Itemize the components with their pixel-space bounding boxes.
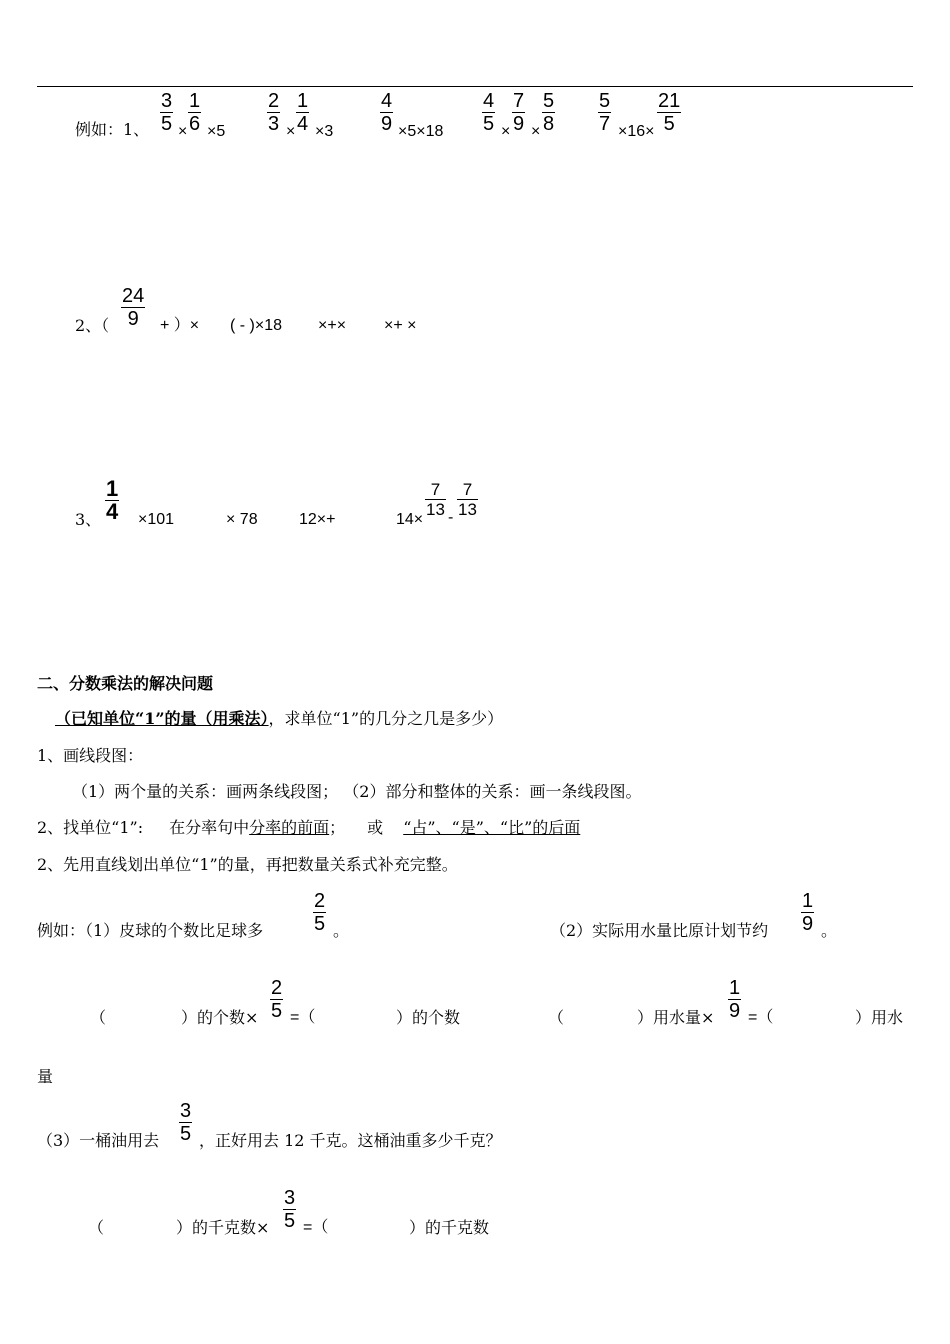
fraction: $\frac{1}{4}$ [106, 476, 119, 524]
subheading-rest: ，求单位“1”的几分之几是多少） [268, 709, 504, 728]
item-2-mid: 在分率句中 [169, 818, 250, 837]
equals: =（ [303, 1219, 329, 1236]
fraction: $\frac{7}{9}$ [513, 90, 525, 135]
operator: + ）× [160, 317, 200, 334]
fraction: $\frac{2}{5}$ [314, 890, 326, 935]
operator: × [286, 123, 296, 140]
fraction: $\frac{1}{9}$ [802, 890, 814, 935]
fraction: $\frac{3}{5}$ [284, 1187, 296, 1232]
item-1: 1、画线段图： [37, 746, 144, 765]
fraction: $\frac{7}{13}$ [458, 480, 477, 519]
item-1-detail: （1）两个量的关系：画两条线段图； （2）部分和整体的关系：画一条线段图。 [72, 782, 642, 801]
operator: 14× [396, 511, 424, 528]
operator: - [448, 509, 454, 526]
blank-open: （ [548, 1008, 565, 1027]
fraction: $\frac{24}{9}$ [122, 285, 145, 330]
example-2: （2）实际用水量比原计划节约 [550, 921, 769, 940]
blank-open: （ [88, 1218, 105, 1237]
equation-1-end: ）的个数 [396, 1008, 461, 1027]
blank-open: （ [90, 1008, 107, 1027]
row1-label: 例如：1、 [75, 120, 150, 139]
row3-label: 3、 [75, 510, 102, 529]
equation-2-mid: ）用水量× [637, 1008, 715, 1027]
item-2-underline-1: 分率的前面 [249, 818, 330, 837]
item-2-underline-2: “占”、“是”、“比”的后面 [403, 818, 581, 837]
period: 。 [333, 921, 350, 940]
equation-3-mid: ）的千克数× [176, 1218, 270, 1237]
operator: × [531, 123, 541, 140]
operator: ×5 [207, 123, 226, 140]
equals: =（ [748, 1009, 774, 1026]
section-heading: 二、分数乘法的解决问题 [37, 674, 214, 693]
example-3-prefix: （3）一桶油用去 [37, 1131, 160, 1150]
fraction: $\frac{1}{9}$ [729, 977, 741, 1022]
equals: =（ [290, 1009, 316, 1026]
operator: ×16× [618, 123, 655, 140]
fraction: $\frac{3}{5}$ [180, 1100, 192, 1145]
row2-label: 2、（ [75, 316, 110, 335]
top-rule [37, 86, 913, 87]
equation-2-end: ）用水 [855, 1008, 904, 1027]
period: 。 [821, 921, 838, 940]
item-2-prefix: 2、找单位“1”: [37, 818, 144, 837]
fraction: $\frac{4}{9}$ [381, 90, 393, 135]
equation-1-mid: ）的个数× [181, 1008, 259, 1027]
operator: ×3 [315, 123, 334, 140]
fraction: $\frac{3}{5}$ [161, 90, 173, 135]
fraction: $\frac{21}{5}$ [658, 90, 681, 135]
operator: × [178, 123, 188, 140]
fraction: $\frac{7}{13}$ [426, 480, 445, 519]
operator: ×+× [318, 317, 347, 334]
fraction: $\frac{4}{5}$ [483, 90, 495, 135]
fraction: $\frac{1}{4}$ [297, 90, 309, 135]
equation-2-wrap: 量 [37, 1067, 54, 1086]
fraction: $\frac{1}{6}$ [189, 90, 201, 135]
equation-3-end: ）的千克数 [409, 1218, 490, 1237]
item-2 [37, 818, 580, 838]
item-3: 2、先用直线划出单位“1”的量，再把数量关系式补充完整。 [37, 855, 458, 874]
example-1: 例如：（1）皮球的个数比足球多 [37, 921, 264, 940]
item-2-sep: ； [329, 818, 346, 837]
example-3-rest: ，正好用去 12 千克。这桶油重多少千克？ [199, 1131, 502, 1150]
item-2-or: 或 [367, 818, 384, 837]
operator: × 78 [226, 511, 258, 528]
subheading [55, 709, 503, 729]
fraction: $\frac{2}{5}$ [271, 977, 283, 1022]
operator: ×5×18 [398, 123, 444, 140]
fraction: $\frac{2}{3}$ [268, 90, 280, 135]
fraction: $\frac{5}{7}$ [599, 90, 611, 135]
subheading-bold: （已知单位“1”的量（用乘法） [55, 709, 269, 728]
operator: 12×+ [299, 511, 336, 528]
operator: ×101 [138, 511, 175, 528]
operator: × [501, 123, 511, 140]
operator: ( - )×18 [230, 317, 283, 334]
fraction: $\frac{5}{8}$ [543, 90, 555, 135]
operator: ×+ × [384, 317, 417, 334]
